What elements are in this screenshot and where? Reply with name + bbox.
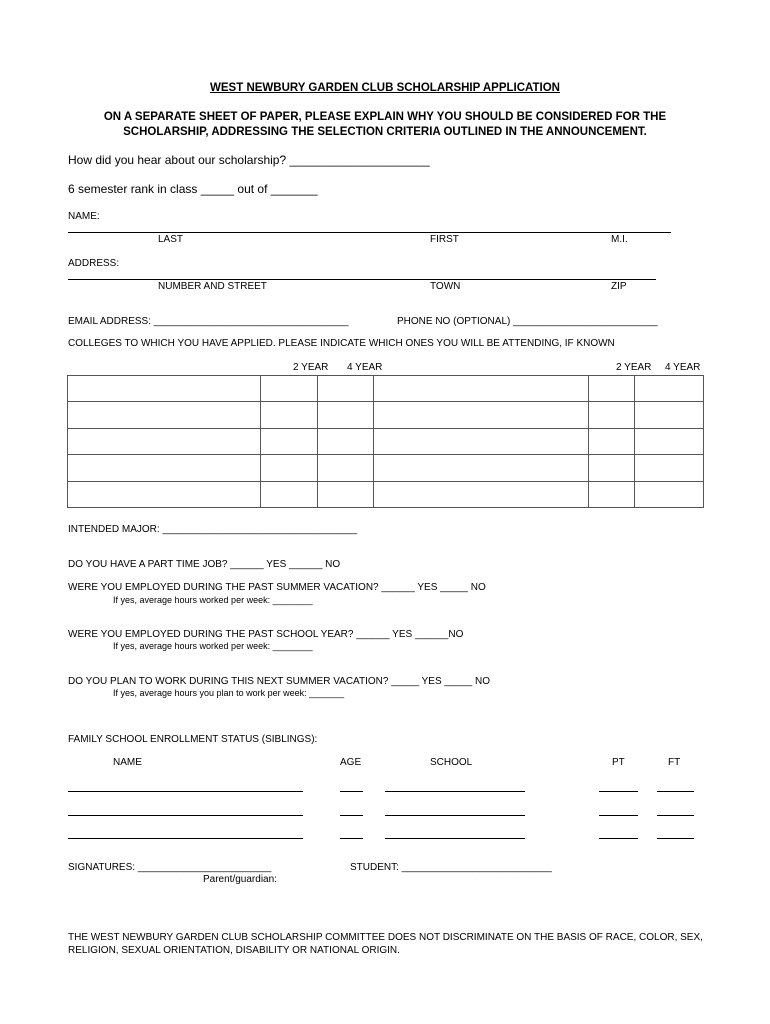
college-name-cell[interactable] [374,376,589,402]
name-first-caption: FIRST [430,234,459,245]
instructions-line-1: ON A SEPARATE SHEET OF PAPER, PLEASE EXPLAIN WHY YOU SHOULD BE CONSIDERED FOR THE [103,111,667,123]
sibling-ft-line[interactable] [657,838,694,839]
colleges-left-4yr-header: 4 YEAR [347,362,383,373]
college-4yr-cell[interactable] [318,428,374,454]
colleges-left-2yr-header: 2 YEAR [293,362,329,373]
siblings-col-name: NAME [113,757,142,768]
name-mi-caption: M.I. [611,234,628,245]
sibling-pt-line[interactable] [599,815,638,816]
past-summer-hours-question[interactable]: If yes, average hours worked per week: ________ [113,595,313,605]
sibling-pt-line[interactable] [599,838,638,839]
parent-guardian-caption: Parent/guardian: [203,874,277,885]
college-4yr-cell[interactable] [635,428,704,454]
sibling-school-line[interactable] [385,791,525,792]
class-rank-question: 6 semester rank in class _____ out of _______ [68,182,318,196]
sibling-age-line[interactable] [340,791,363,792]
sibling-name-line[interactable] [68,791,303,792]
name-label: NAME: [68,211,100,222]
sibling-school-line[interactable] [385,838,525,839]
address-label: ADDRESS: [68,258,120,269]
address-zip-caption: ZIP [611,281,627,292]
college-name-cell[interactable] [68,402,261,428]
next-summer-question[interactable]: DO YOU PLAN TO WORK DURING THIS NEXT SUMMER VACATION? _____ YES _____ NO [68,676,490,687]
college-row [68,481,704,507]
college-4yr-cell[interactable] [635,455,704,481]
college-4yr-cell[interactable] [318,402,374,428]
college-4yr-cell[interactable] [318,481,374,507]
siblings-col-school: SCHOOL [430,757,473,768]
college-name-cell[interactable] [68,428,261,454]
phone-field[interactable]: PHONE NO (OPTIONAL) __________________________ [397,316,658,327]
colleges-instruction: COLLEGES TO WHICH YOU HAVE APPLIED. PLEASE INDICATE WHICH ONES YOU WILL BE ATTENDING, IF KNOWN [68,338,615,349]
siblings-col-ft: FT [668,757,681,768]
college-4yr-cell[interactable] [635,402,704,428]
college-row [68,376,704,402]
college-2yr-cell[interactable] [589,481,635,507]
college-name-cell[interactable] [374,481,589,507]
college-2yr-cell[interactable] [261,402,318,428]
college-2yr-cell[interactable] [589,402,635,428]
college-2yr-cell[interactable] [589,428,635,454]
name-input-line[interactable] [68,232,671,233]
past-summer-question[interactable]: WERE YOU EMPLOYED DURING THE PAST SUMMER VACATION? ______ YES _____ NO [68,582,486,593]
parent-signature-field[interactable]: SIGNATURES: ________________________ [68,862,272,873]
college-name-cell[interactable] [374,428,589,454]
college-4yr-cell[interactable] [635,376,704,402]
college-2yr-cell[interactable] [589,455,635,481]
address-input-line[interactable] [68,279,656,280]
sibling-school-line[interactable] [385,815,525,816]
address-street-caption: NUMBER AND STREET [158,281,267,292]
colleges-table [67,375,704,508]
past-school-year-question[interactable]: WERE YOU EMPLOYED DURING THE PAST SCHOOL YEAR? ______ YES ______NO [68,629,464,640]
college-name-cell[interactable] [68,376,261,402]
college-name-cell[interactable] [374,402,589,428]
sibling-name-line[interactable] [68,815,303,816]
sibling-ft-line[interactable] [657,791,694,792]
colleges-right-4yr-header: 4 YEAR [665,362,701,373]
college-2yr-cell[interactable] [589,376,635,402]
past-school-year-hours-question[interactable]: If yes, average hours worked per week: ________ [113,641,313,651]
sibling-name-line[interactable] [68,838,303,839]
college-4yr-cell[interactable] [318,455,374,481]
instructions-line-2: SCHOLARSHIP, ADDRESSING THE SELECTION CRITERIA OUTLINED IN THE ANNOUNCEMENT. [123,126,647,138]
siblings-col-pt: PT [612,757,625,768]
colleges-right-2yr-header: 2 YEAR [616,362,652,373]
siblings-col-age: AGE [340,757,362,768]
college-2yr-cell[interactable] [261,376,318,402]
college-name-cell[interactable] [68,481,261,507]
college-2yr-cell[interactable] [261,428,318,454]
student-signature-field[interactable]: STUDENT: ___________________________ [350,862,552,873]
hear-about-question: How did you hear about our scholarship? _____________________ [68,153,430,167]
college-4yr-cell[interactable] [635,481,704,507]
part-time-job-question[interactable]: DO YOU HAVE A PART TIME JOB? ______ YES ______ NO [68,559,341,570]
form-title: WEST NEWBURY GARDEN CLUB SCHOLARSHIP APPLICATION [210,82,560,94]
intended-major-field[interactable]: INTENDED MAJOR: ___________________________________ [68,524,358,535]
address-town-caption: TOWN [430,281,461,292]
name-last-caption: LAST [158,234,184,245]
college-row [68,428,704,454]
college-name-cell[interactable] [68,455,261,481]
siblings-label: FAMILY SCHOOL ENROLLMENT STATUS (SIBLINGS): [68,734,318,745]
email-field[interactable]: EMAIL ADDRESS: ___________________________________ [68,316,349,327]
colleges-table-body [68,376,704,508]
college-4yr-cell[interactable] [318,376,374,402]
sibling-pt-line[interactable] [599,791,638,792]
sibling-age-line[interactable] [340,838,363,839]
sibling-ft-line[interactable] [657,815,694,816]
college-2yr-cell[interactable] [261,455,318,481]
college-row [68,402,704,428]
college-name-cell[interactable] [374,455,589,481]
sibling-age-line[interactable] [340,815,363,816]
next-summer-hours-question[interactable]: If yes, average hours you plan to work per week: _______ [113,688,345,698]
non-discrimination-statement: THE WEST NEWBURY GARDEN CLUB SCHOLARSHIP COMMITTEE DOES NOT DISCRIMINATE ON THE BASIS OF RACE, COLOR, SEX, RELIGION, SEXUAL ORIENTATION, DISABILITY OR NATIONAL ORIGIN. [68,932,703,956]
college-2yr-cell[interactable] [261,481,318,507]
college-row [68,455,704,481]
